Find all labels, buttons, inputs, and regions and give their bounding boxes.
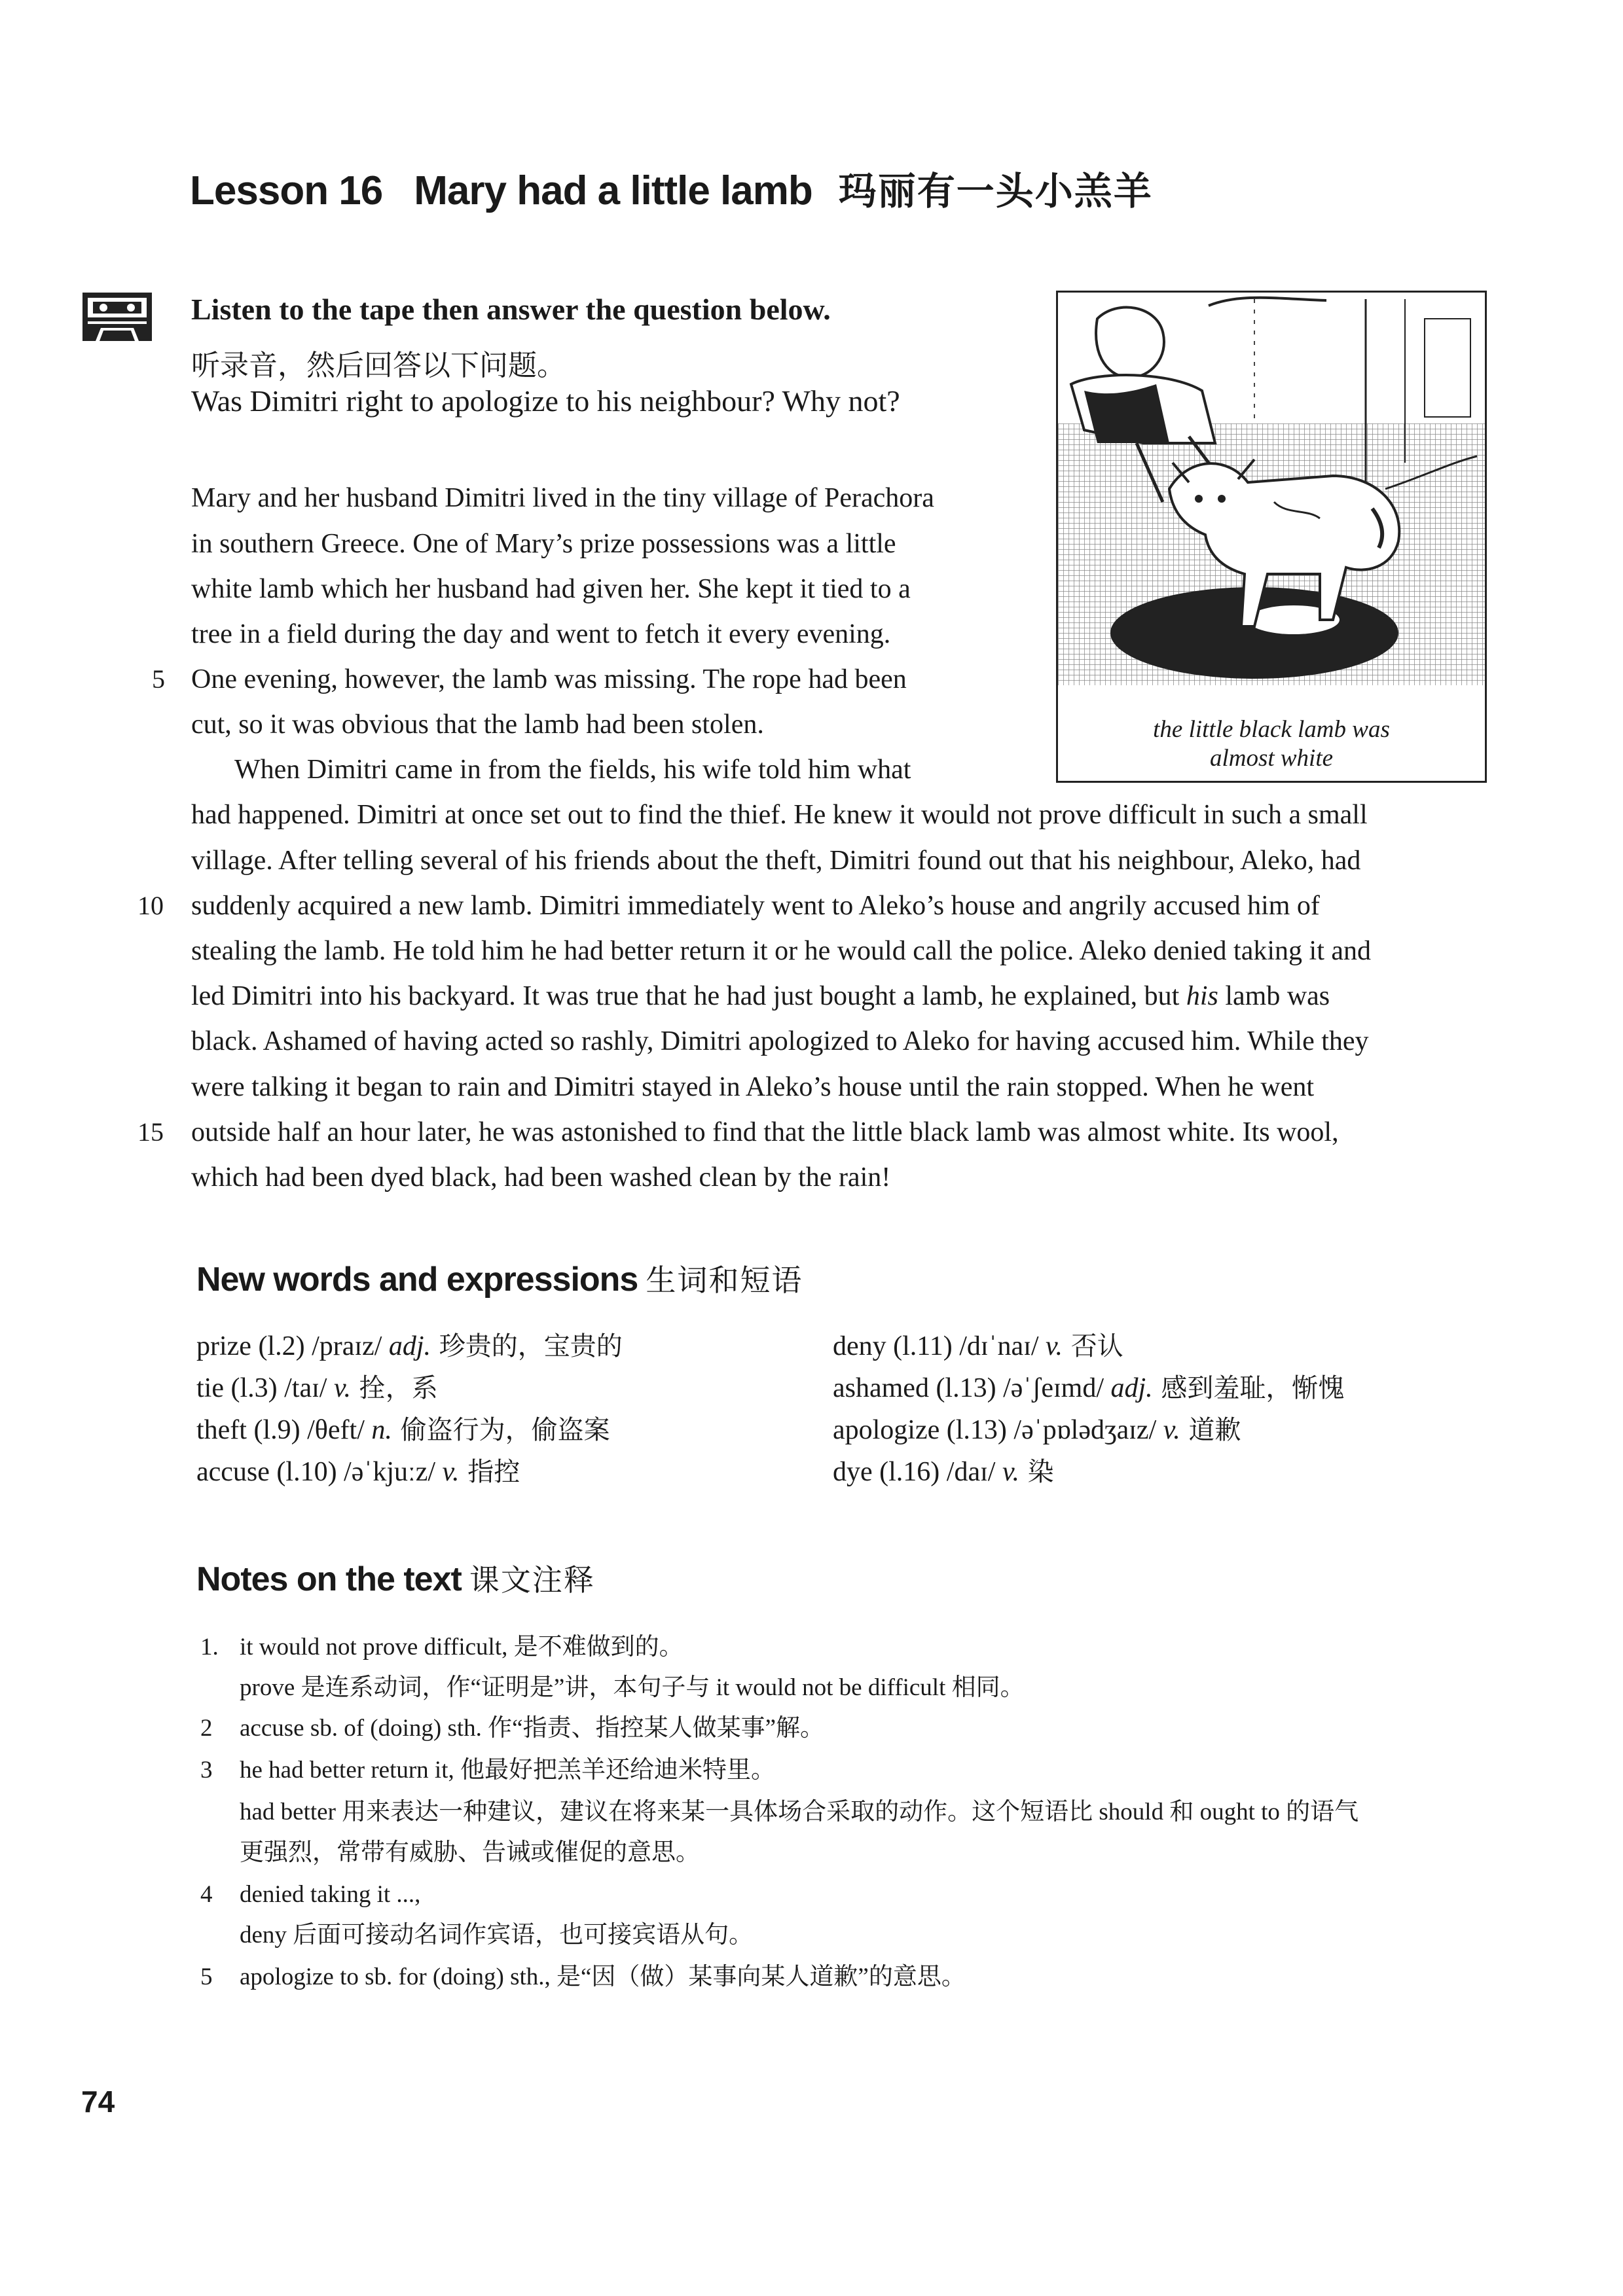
vocab-word: tie (l.3) /taɪ/: [196, 1373, 334, 1403]
lesson-title: [190, 160, 1153, 215]
lamb-drawing: [1058, 293, 1485, 711]
passage-line: tree in a field during the day and went to fetch it every evening.: [191, 619, 891, 649]
note-line: accuse sb. of (doing) sth. 作“指责、指控某人做某事”解。: [240, 1715, 825, 1742]
passage-line: black. Ashamed of having acted so rashly, Dimitri apologized to Aleko for having accused him. While they: [191, 1026, 1369, 1056]
new-words-heading-chinese: 生词和短语: [646, 1263, 803, 1298]
new-words-heading-english: New words and expressions: [196, 1261, 638, 1299]
vocab-word: ashamed (l.13) /əˈʃeɪmd/: [833, 1373, 1111, 1403]
passage-line-text: led Dimitri into his backyard. It was true that he had just bought a lamb, he explained, but: [191, 981, 1180, 1011]
vocab-meaning: 感到羞耻，惭愧: [1152, 1373, 1345, 1403]
notes-heading-chinese: 课文注释: [469, 1562, 595, 1598]
listen-heading: Listen to the tape then answer the question below.: [191, 293, 831, 326]
vocab-word: theft (l.9) /θeft/: [196, 1415, 372, 1445]
vocab-word: deny (l.11) /dɪˈnaɪ/: [833, 1331, 1046, 1361]
passage-line: cut, so it was obvious that the lamb had been stolen.: [191, 709, 764, 740]
note-number: 3: [200, 1757, 213, 1784]
vocab-pos: v.: [1002, 1457, 1019, 1487]
note-line: it would not prove difficult, 是不难做到的。: [240, 1634, 684, 1660]
note-line: apologize to sb. for (doing) sth., 是“因（做）某事向某人道歉”的意思。: [240, 1964, 966, 1990]
passage-line: When Dimitri came in from the fields, his wife told him what: [234, 755, 911, 785]
lesson-title-chinese: 玛丽有一头小羔羊: [838, 169, 1153, 213]
note-number: 1.: [200, 1634, 219, 1660]
vocab-pos: adj.: [1110, 1373, 1153, 1403]
passage-line: outside half an hour later, he was astonished to find that the little black lamb was almost white. Its wool,: [191, 1117, 1339, 1147]
passage-line: had happened. Dimitri at once set out to find the thief. He knew it would not prove difficult in such a small: [191, 800, 1368, 830]
vocab-word: accuse (l.10) /əˈkjuːz/: [196, 1457, 443, 1487]
vocab-pos: v.: [1046, 1331, 1063, 1361]
passage-line: village. After telling several of his friends about the theft, Dimitri found out that his neighbour, Aleko, had: [191, 846, 1361, 876]
notes-heading-english: Notes on the text: [196, 1560, 462, 1598]
passage-line: stealing the lamb. He told him he had better return it or he would call the police. Aleko denied taking it and: [191, 936, 1372, 966]
note-line: 更强烈，常带有威胁、告诫或催促的意思。: [240, 1839, 700, 1866]
passage-line: were talking it began to rain and Dimitri stayed in Aleko’s house until the rain stopped. When he went: [191, 1072, 1315, 1102]
passage-line-tail: lamb was: [1218, 981, 1330, 1011]
note-line: he had better return it, 他最好把羔羊还给迪米特里。: [240, 1757, 775, 1784]
vocab-meaning: 否认: [1063, 1331, 1123, 1361]
passage-line: white lamb which her husband had given her. She kept it tied to a: [191, 574, 911, 604]
note-number: 2: [200, 1715, 213, 1742]
vocab-pos: v.: [1163, 1415, 1180, 1445]
cassette-tape-icon: [81, 291, 153, 342]
vocab-item: [196, 1458, 520, 1486]
vocab-item: [833, 1416, 1241, 1444]
vocab-word: dye (l.16) /daɪ/: [833, 1457, 1002, 1487]
vocab-item: [833, 1458, 1054, 1486]
figure-caption-line2: almost white: [1209, 745, 1334, 772]
vocab-pos: v.: [333, 1373, 351, 1403]
vocab-item: [833, 1374, 1344, 1402]
listen-heading-chinese: 听录音，然后回答以下问题。: [191, 349, 566, 382]
vocab-word: prize (l.2) /praɪz/: [196, 1331, 389, 1361]
new-words-heading: [196, 1257, 803, 1300]
lesson-title-english: Mary had a little lamb: [414, 168, 812, 213]
page-number: 74: [81, 2085, 115, 2119]
line-number: 5: [152, 664, 165, 694]
note-line: denied taking it ...,: [240, 1881, 421, 1908]
figure-caption-line1: the little black lamb was: [1153, 716, 1390, 743]
vocab-meaning: 指控: [459, 1457, 520, 1487]
note-line: had better 用来表达一种建议，建议在将来某一具体场合采取的动作。这个短语比 should 和 ought to 的语气: [240, 1799, 1359, 1825]
note-number: 4: [200, 1881, 213, 1908]
note-line: deny 后面可接动名词作宾语，也可接宾语从句。: [240, 1922, 754, 1948]
lesson-number: Lesson 16: [190, 168, 383, 213]
note-number: 5: [200, 1964, 213, 1990]
vocab-item: [196, 1333, 623, 1360]
lamb-illustration: [1056, 291, 1487, 783]
figure-caption: [1058, 715, 1485, 773]
vocab-meaning: 拴，系: [350, 1373, 438, 1403]
vocab-meaning: 染: [1019, 1457, 1054, 1487]
vocab-item: [833, 1333, 1123, 1360]
vocab-item: [196, 1374, 438, 1402]
vocab-pos: n.: [371, 1415, 392, 1445]
passage-line: suddenly acquired a new lamb. Dimitri immediately went to Aleko’s house and angrily accused him of: [191, 891, 1320, 921]
passage-line: in southern Greece. One of Mary’s prize possessions was a little: [191, 529, 896, 559]
vocab-pos: adj.: [388, 1331, 431, 1361]
line-number: 10: [137, 891, 164, 920]
note-line: prove 是连系动词，作“证明是”讲，本句子与 it would not be difficult 相同。: [240, 1674, 1025, 1701]
vocab-meaning: 偷盗行为，偷盗案: [392, 1415, 610, 1445]
notes-heading: [196, 1556, 595, 1600]
vocab-item: [196, 1416, 610, 1444]
listen-question: Was Dimitri right to apologize to his neighbour? Why not?: [191, 384, 900, 418]
vocab-pos: v.: [442, 1457, 460, 1487]
vocab-word: apologize (l.13) /əˈpɒlədʒaɪz/: [833, 1415, 1163, 1445]
passage-line: which had been dyed black, had been washed clean by the rain!: [191, 1162, 891, 1193]
passage-line: Mary and her husband Dimitri lived in the tiny village of Perachora: [191, 483, 934, 513]
vocab-meaning: 道歉: [1180, 1415, 1241, 1445]
line-number: 15: [137, 1117, 164, 1147]
vocab-meaning: 珍贵的，宝贵的: [431, 1331, 623, 1361]
passage-line: One evening, however, the lamb was missing. The rope had been: [191, 664, 907, 694]
passage-italic-word: his: [1186, 981, 1218, 1011]
passage-line: [191, 982, 1330, 1010]
